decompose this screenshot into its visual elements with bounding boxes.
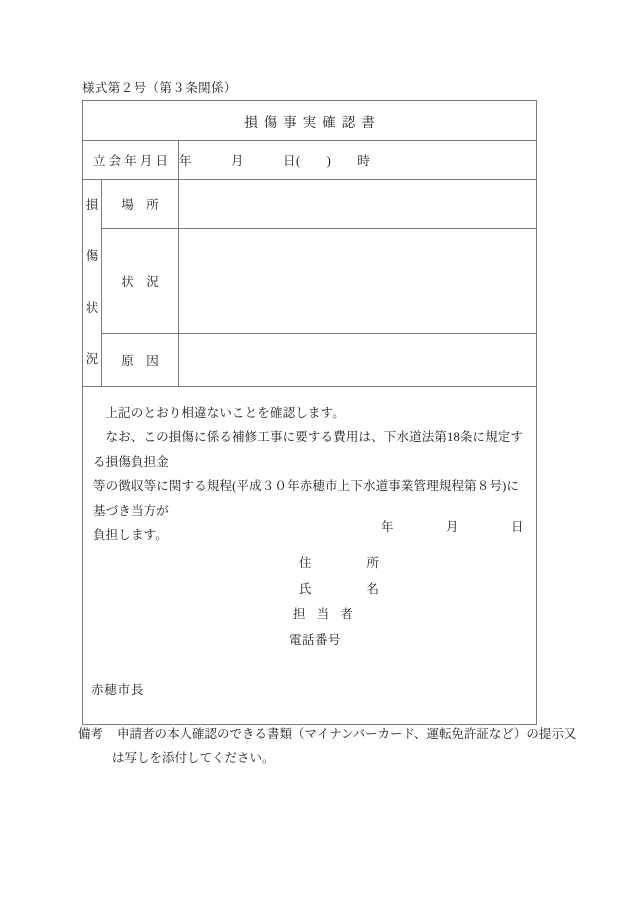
condition-value[interactable] <box>179 229 537 334</box>
statement-line-2: なお、この損傷に係る補修工事に要する費用は、下水道法第18条に規定する損傷負担金 <box>93 430 524 469</box>
place-value[interactable] <box>179 180 537 229</box>
footnote-line-2: は写しを添付してください。 <box>112 751 275 766</box>
attendance-date-label: 立 会 年 月 日 <box>83 141 179 180</box>
name-field-label[interactable]: 氏 名 <box>299 581 390 596</box>
statement-cell <box>83 387 537 725</box>
vertical-label-char-3: 況 <box>85 352 99 367</box>
damage-confirmation-table <box>82 100 537 725</box>
table-row-statement <box>83 387 537 725</box>
addressee-mayor: 赤穂市長 <box>91 682 145 697</box>
table-row-attendance <box>83 141 537 180</box>
footnote-line-1: 申請者の本人確認のできる書類（マイナンバーカード、運転免許証など）の提示又 <box>117 727 577 741</box>
phone-field-label[interactable]: 電話番号 <box>289 632 342 647</box>
signature-fields <box>289 551 389 654</box>
condition-label: 状 況 <box>102 229 179 334</box>
statement-line-1: 上記のとおり相違ないことを確認します。 <box>105 406 345 420</box>
table-row-title <box>83 101 537 141</box>
table-row-cause <box>83 334 537 387</box>
signature-date-line[interactable]: 年 月 日 <box>380 520 524 534</box>
cause-value[interactable] <box>179 334 537 387</box>
footnote <box>78 722 577 771</box>
statement-line-3: 等の徴収等に関する規程(平成３０年赤穂市上下水道事業管理規程第８号)に基づき当方が <box>93 479 520 518</box>
page-title: 損傷事実確認書 <box>244 114 381 130</box>
vertical-label-char-0: 損 <box>85 197 99 212</box>
cause-label: 原 因 <box>102 334 179 387</box>
vertical-label-char-1: 傷 <box>85 249 99 264</box>
title-cell <box>83 101 537 141</box>
table-row-place <box>83 180 537 229</box>
address-field-label[interactable]: 住 所 <box>299 556 390 570</box>
vertical-label-char-2: 状 <box>85 300 99 315</box>
form-number: 様式第２号（第３条関係） <box>82 81 237 95</box>
statement-line-4: 負担します。 <box>93 527 168 542</box>
contact-person-field-label[interactable]: 担 当 者 <box>293 607 357 622</box>
damage-situation-vertical-label <box>83 180 102 387</box>
table-row-condition <box>83 229 537 334</box>
footnote-label: 備考 <box>78 727 104 741</box>
attendance-date-value[interactable]: 年 月 日( ) 時 <box>179 141 537 180</box>
place-label: 場 所 <box>102 180 179 229</box>
